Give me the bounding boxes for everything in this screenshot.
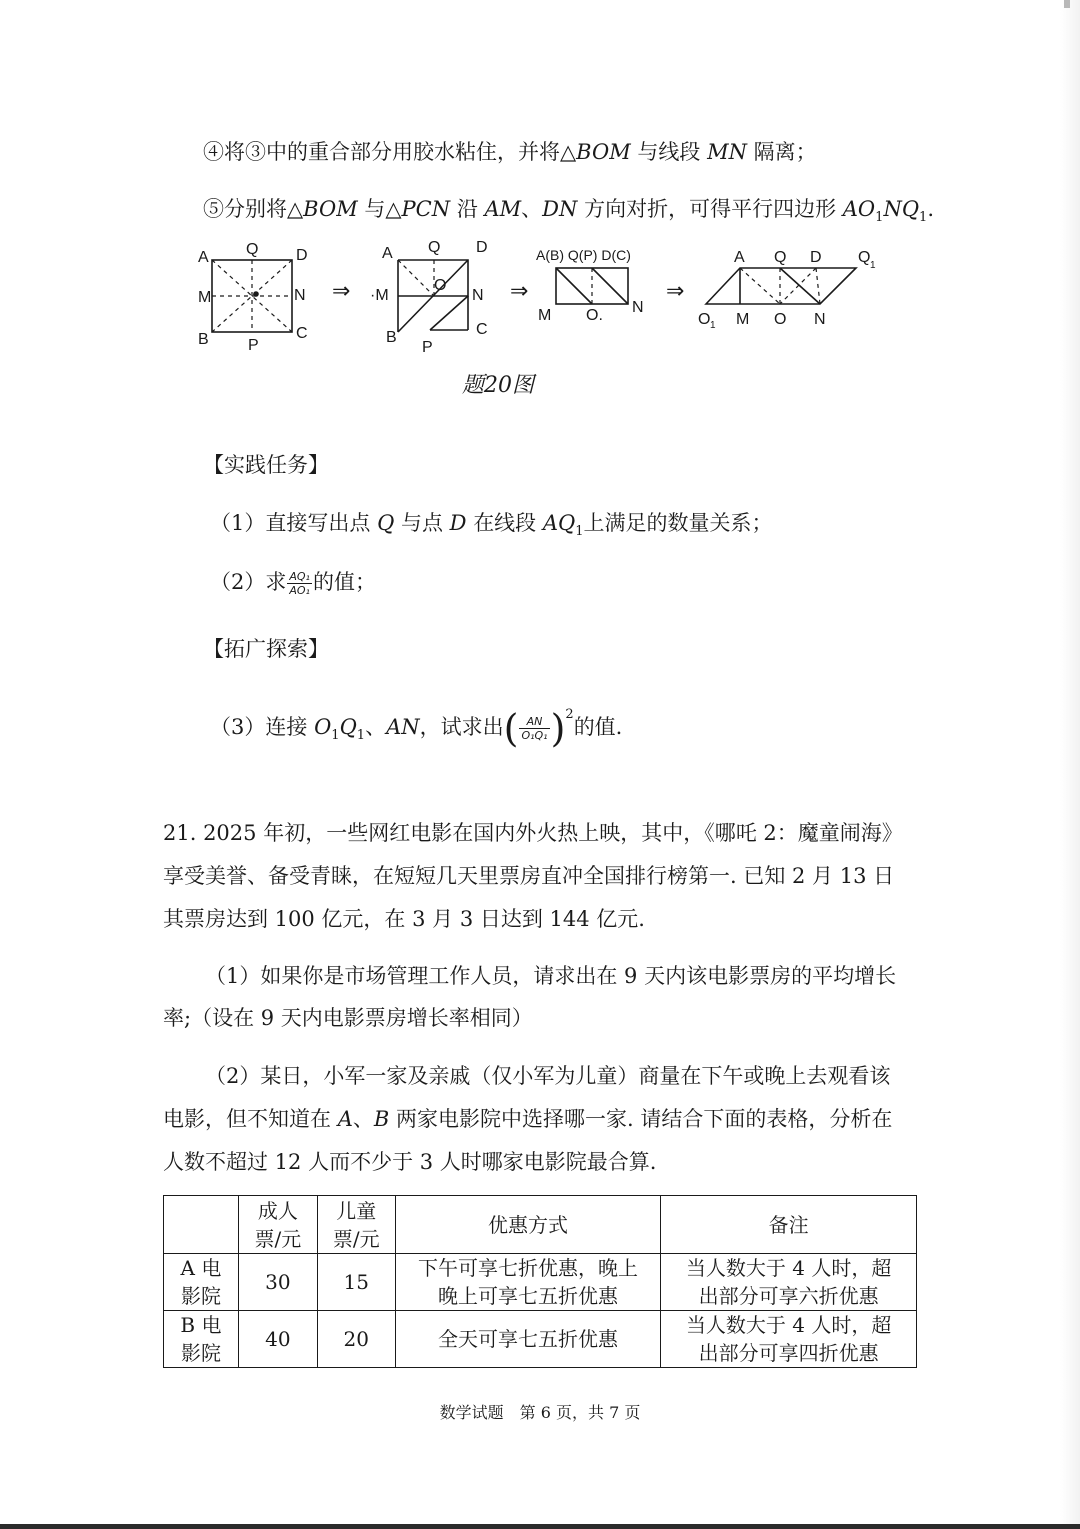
svg-text:1: 1 bbox=[870, 260, 876, 271]
svg-text:O.: O. bbox=[586, 307, 603, 324]
svg-text:N: N bbox=[472, 287, 484, 304]
figure-caption: 题20图 bbox=[462, 373, 534, 398]
scroll-indicator bbox=[1064, 0, 1070, 8]
cinema-name: B 电 影院 bbox=[164, 1311, 239, 1368]
p21-q1-line-1: （1）如果你是市场管理工作人员，请求出在 9 天内该电影票房的平均增长 bbox=[205, 964, 897, 988]
header-cell: 儿童 票/元 bbox=[317, 1196, 395, 1254]
svg-text:A(B) Q(P) D(C): A(B) Q(P) D(C) bbox=[536, 247, 631, 263]
child-price: 15 bbox=[317, 1254, 395, 1311]
svg-text:A: A bbox=[734, 249, 745, 266]
arrow-1: ⇒ bbox=[332, 278, 351, 303]
p21-line-3: 其票房达到 100 亿元，在 3 月 3 日达到 144 亿元. bbox=[163, 907, 645, 931]
remark: 当人数大于 4 人时，超 出部分可享四折优惠 bbox=[661, 1311, 917, 1368]
svg-text:B: B bbox=[386, 329, 397, 346]
p21-q2-line-2: 电影，但不知道在 A、B 两家电影院中选择哪一家. 请结合下面的表格，分析在 bbox=[163, 1107, 893, 1131]
svg-text:P: P bbox=[422, 339, 433, 356]
arrow-2: ⇒ bbox=[510, 278, 529, 303]
arrow-3: ⇒ bbox=[666, 278, 685, 303]
adult-price: 30 bbox=[238, 1254, 317, 1311]
svg-text:B: B bbox=[198, 331, 209, 348]
svg-text:A: A bbox=[382, 245, 393, 262]
table-header-row bbox=[164, 1196, 917, 1254]
svg-text:·M: ·M bbox=[370, 287, 389, 304]
p21-q2-line-3: 人数不超过 12 人而不少于 3 人时哪家电影院最合算. bbox=[163, 1150, 657, 1174]
child-price: 20 bbox=[317, 1311, 395, 1368]
svg-text:1: 1 bbox=[710, 320, 716, 331]
table-row bbox=[164, 1254, 917, 1311]
table-row bbox=[164, 1311, 917, 1368]
bottom-edge bbox=[0, 1524, 1080, 1529]
svg-text:Q: Q bbox=[246, 241, 259, 258]
discount-method: 全天可享七五折优惠 bbox=[395, 1311, 661, 1368]
folding-diagram bbox=[190, 232, 890, 402]
cinema-price-table bbox=[163, 1195, 917, 1368]
adult-price: 40 bbox=[238, 1311, 317, 1368]
explore-heading: 【拓广探索】 bbox=[203, 637, 329, 661]
svg-text:N: N bbox=[814, 311, 826, 328]
svg-text:Q: Q bbox=[428, 239, 441, 256]
svg-text:D: D bbox=[810, 249, 822, 266]
svg-text:C: C bbox=[296, 325, 308, 342]
svg-text:A: A bbox=[198, 249, 209, 266]
svg-text:N: N bbox=[294, 287, 306, 304]
header-cell: 备注 bbox=[661, 1196, 917, 1254]
p21-q1-line-2: 率;（设在 9 天内电影票房增长率相同） bbox=[163, 1006, 533, 1030]
figure-1-square bbox=[198, 241, 308, 354]
step4-line: ④将③中的重合部分用胶水粘住，并将△BOM 与线段 MN 隔离； bbox=[203, 140, 817, 164]
header-cell bbox=[164, 1196, 239, 1254]
question-2: （2）求 $\frac{\text{AQ₁}}{\text{AO₁}}$ 的值； bbox=[210, 570, 376, 597]
question-3: （3）连接 $O_1Q_1$、AN，试求出( $\frac{AN}{\text{O₁Q₁}}$ )$^2$的值. bbox=[210, 706, 623, 751]
svg-text:O: O bbox=[434, 277, 447, 294]
figure-3-rectangle bbox=[536, 247, 644, 324]
remark: 当人数大于 4 人时，超 出部分可享六折优惠 bbox=[661, 1254, 917, 1311]
svg-text:D: D bbox=[296, 247, 308, 264]
figure-4-parallelogram bbox=[698, 249, 876, 331]
svg-text:Q: Q bbox=[774, 249, 787, 266]
svg-text:M: M bbox=[538, 307, 552, 324]
page-edge-shadow bbox=[1060, 0, 1080, 1529]
p21-line-2: 享受美誉、备受青睐，在短短几天里票房直冲全国排行榜第一. 已知 2 月 13 日 bbox=[163, 864, 895, 888]
svg-text:N: N bbox=[632, 299, 644, 316]
practice-heading: 【实践任务】 bbox=[203, 453, 329, 477]
svg-text:O: O bbox=[698, 311, 711, 328]
svg-text:O: O bbox=[774, 311, 787, 328]
fraction-an-o1q1: $\frac{AN}{\text{O₁Q₁}}$ bbox=[521, 715, 548, 742]
discount-method: 下午可享七折优惠，晚上 晚上可享七五折优惠 bbox=[395, 1254, 661, 1311]
page-footer: 数学试题 第 6 页，共 7 页 bbox=[439, 1403, 641, 1422]
svg-text:M: M bbox=[736, 311, 750, 328]
header-cell: 成人 票/元 bbox=[238, 1196, 317, 1254]
svg-text:D: D bbox=[476, 239, 488, 256]
step5-line: ⑤分别将△BOM 与△PCN 沿 AM、DN 方向对折，可得平行四边形 $AO_1NQ_1$. bbox=[203, 197, 934, 225]
question-1: （1）直接写出点 Q 与点 D 在线段 $AQ_1$上满足的数量关系； bbox=[210, 511, 773, 539]
svg-text:M: M bbox=[198, 289, 212, 306]
p21-line-1: 21. 2025 年初，一些网红电影在国内外火热上映，其中，《哪吒 2：魔童闹海》 bbox=[163, 821, 903, 845]
svg-text:Q: Q bbox=[858, 249, 871, 266]
p21-q2-line-1: （2）某日，小军一家及亲戚（仅小军为儿童）商量在下午或晚上去观看该 bbox=[205, 1064, 891, 1088]
fraction-aq1-ao1: $\frac{\text{AQ₁}}{\text{AO₁}}$ bbox=[289, 570, 310, 597]
svg-text:C: C bbox=[476, 321, 488, 338]
figure-2-folded bbox=[370, 239, 488, 356]
cinema-name: A 电 影院 bbox=[164, 1254, 239, 1311]
header-cell: 优惠方式 bbox=[395, 1196, 661, 1254]
svg-text:P: P bbox=[248, 337, 259, 354]
